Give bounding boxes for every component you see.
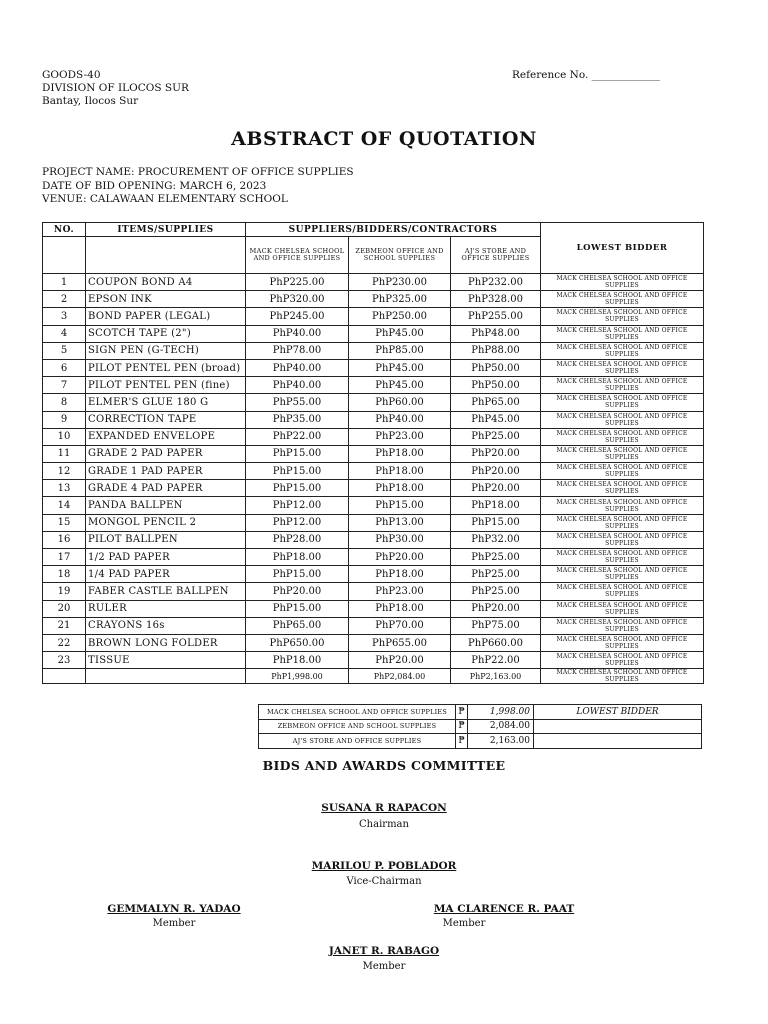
bid-opening-date: DATE OF BID OPENING: MARCH 6, 2023	[42, 179, 267, 192]
table-row	[43, 325, 704, 342]
total-supplier-1: PhP1,998.00	[246, 669, 349, 684]
chairman-name: SUSANA R RAPACON	[321, 802, 447, 814]
summary-supplier-name: ZEBMEON OFFICE AND SCHOOL SUPPLIES	[259, 719, 456, 734]
item-number: 3	[43, 308, 86, 325]
lowest-bidder: MACK CHELSEA SCHOOL AND OFFICE SUPPLIES	[541, 531, 704, 548]
quotation-table	[42, 222, 704, 684]
form-code: GOODS-40	[42, 69, 101, 81]
item-name: EXPANDED ENVELOPE	[86, 428, 246, 445]
committee-title: BIDS AND AWARDS COMMITTEE	[262, 758, 506, 773]
lowest-bidder: MACK CHELSEA SCHOOL AND OFFICE SUPPLIES	[541, 274, 704, 291]
price-supplier-3: PhP25.00	[451, 549, 541, 566]
price-supplier-3: PhP15.00	[451, 514, 541, 531]
item-number: 18	[43, 566, 86, 583]
supplier-header-2: ZEBMEON OFFICE AND SCHOOL SUPPLIES	[349, 237, 451, 274]
price-supplier-1: PhP55.00	[246, 394, 349, 411]
item-number: 6	[43, 359, 86, 376]
price-supplier-1: PhP65.00	[246, 617, 349, 634]
table-row	[43, 652, 704, 669]
member-2-name: MA CLARENCE R. PAAT	[433, 903, 575, 915]
item-number: 23	[43, 652, 86, 669]
price-supplier-1: PhP15.00	[246, 566, 349, 583]
price-supplier-3: PhP50.00	[451, 377, 541, 394]
price-supplier-1: PhP40.00	[246, 377, 349, 394]
price-supplier-2: PhP45.00	[349, 359, 451, 376]
item-name: CORRECTION TAPE	[86, 411, 246, 428]
price-supplier-2: PhP45.00	[349, 377, 451, 394]
item-name: COUPON BOND A4	[86, 274, 246, 291]
member-3-role: Member	[362, 961, 406, 972]
price-supplier-2: PhP45.00	[349, 325, 451, 342]
price-supplier-1: PhP28.00	[246, 531, 349, 548]
table-row	[43, 308, 704, 325]
price-supplier-2: PhP18.00	[349, 463, 451, 480]
summary-remark	[534, 719, 702, 734]
item-name: TISSUE	[86, 652, 246, 669]
item-number: 1	[43, 274, 86, 291]
item-name: SCOTCH TAPE (2")	[86, 325, 246, 342]
price-supplier-3: PhP88.00	[451, 342, 541, 359]
table-row	[43, 394, 704, 411]
item-number: 11	[43, 445, 86, 462]
lowest-bidder: MACK CHELSEA SCHOOL AND OFFICE SUPPLIES	[541, 634, 704, 651]
price-supplier-3: PhP232.00	[451, 274, 541, 291]
price-supplier-1: PhP35.00	[246, 411, 349, 428]
item-name: CRAYONS 16s	[86, 617, 246, 634]
item-name: 1/4 PAD PAPER	[86, 566, 246, 583]
price-supplier-1: PhP15.00	[246, 463, 349, 480]
lowest-bidder: MACK CHELSEA SCHOOL AND OFFICE SUPPLIES	[541, 291, 704, 308]
price-supplier-3: PhP660.00	[451, 634, 541, 651]
item-name: PILOT BALLPEN	[86, 531, 246, 548]
item-name: EPSON INK	[86, 291, 246, 308]
price-supplier-3: PhP328.00	[451, 291, 541, 308]
price-supplier-1: PhP245.00	[246, 308, 349, 325]
header-items: ITEMS/SUPPLIES	[86, 223, 246, 237]
item-number: 4	[43, 325, 86, 342]
table-row	[43, 583, 704, 600]
item-name: ELMER'S GLUE 180 G	[86, 394, 246, 411]
member-2-role: Member	[442, 918, 486, 929]
lowest-bidder: MACK CHELSEA SCHOOL AND OFFICE SUPPLIES	[541, 463, 704, 480]
price-supplier-3: PhP20.00	[451, 463, 541, 480]
summary-row	[259, 719, 702, 734]
project-name: PROJECT NAME: PROCUREMENT OF OFFICE SUPPLIES	[42, 166, 354, 178]
table-row	[43, 359, 704, 376]
lowest-bidder-remark: LOWEST BIDDER	[534, 705, 702, 720]
summary-remark	[534, 734, 702, 749]
price-supplier-2: PhP60.00	[349, 394, 451, 411]
peso-sign: ₱	[456, 705, 468, 720]
lowest-bidder: MACK CHELSEA SCHOOL AND OFFICE SUPPLIES	[541, 445, 704, 462]
price-supplier-2: PhP30.00	[349, 531, 451, 548]
summary-amount: 2,163.00	[468, 734, 534, 749]
table-row	[43, 428, 704, 445]
header-items-blank	[86, 237, 246, 274]
price-supplier-3: PhP20.00	[451, 480, 541, 497]
lowest-bidder: MACK CHELSEA SCHOOL AND OFFICE SUPPLIES	[541, 308, 704, 325]
member-1-name: GEMMALYN R. YADAO	[107, 903, 241, 915]
chairman-role: Chairman	[359, 819, 409, 830]
project-info	[42, 166, 354, 207]
lowest-bidder: MACK CHELSEA SCHOOL AND OFFICE SUPPLIES	[541, 566, 704, 583]
lowest-bidder: MACK CHELSEA SCHOOL AND OFFICE SUPPLIES	[541, 480, 704, 497]
location: Bantay, Ilocos Sur	[42, 95, 139, 107]
header-no: NO.	[43, 223, 86, 237]
lowest-bidder: MACK CHELSEA SCHOOL AND OFFICE SUPPLIES	[541, 394, 704, 411]
table-row	[43, 617, 704, 634]
price-supplier-3: PhP20.00	[451, 600, 541, 617]
document-header	[42, 69, 189, 108]
lowest-bidder: MACK CHELSEA SCHOOL AND OFFICE SUPPLIES	[541, 325, 704, 342]
lowest-bidder: MACK CHELSEA SCHOOL AND OFFICE SUPPLIES	[541, 377, 704, 394]
totals-no-blank	[43, 669, 86, 684]
summary-amount: 1,998.00	[468, 705, 534, 720]
table-row	[43, 531, 704, 548]
price-supplier-3: PhP25.00	[451, 566, 541, 583]
table-row	[43, 549, 704, 566]
summary-amount: 2,084.00	[468, 719, 534, 734]
totals-item-blank	[86, 669, 246, 684]
price-supplier-1: PhP22.00	[246, 428, 349, 445]
item-name: BROWN LONG FOLDER	[86, 634, 246, 651]
price-supplier-2: PhP18.00	[349, 600, 451, 617]
lowest-bidder: MACK CHELSEA SCHOOL AND OFFICE SUPPLIES	[541, 359, 704, 376]
header-suppliers: SUPPLIERS/BIDDERS/CONTRACTORS	[246, 223, 541, 237]
peso-sign: ₱	[456, 734, 468, 749]
price-supplier-3: PhP20.00	[451, 445, 541, 462]
table-row	[43, 566, 704, 583]
table-row	[43, 274, 704, 291]
price-supplier-1: PhP12.00	[246, 497, 349, 514]
price-supplier-2: PhP18.00	[349, 566, 451, 583]
total-lowest-bidder: MACK CHELSEA SCHOOL AND OFFICE SUPPLIES	[541, 669, 704, 684]
price-supplier-1: PhP40.00	[246, 325, 349, 342]
item-number: 10	[43, 428, 86, 445]
price-supplier-3: PhP22.00	[451, 652, 541, 669]
lowest-bidder: MACK CHELSEA SCHOOL AND OFFICE SUPPLIES	[541, 549, 704, 566]
peso-sign: ₱	[456, 719, 468, 734]
supplier-header-1: MACK CHELSEA SCHOOL AND OFFICE SUPPLIES	[246, 237, 349, 274]
price-supplier-1: PhP650.00	[246, 634, 349, 651]
lowest-bidder: MACK CHELSEA SCHOOL AND OFFICE SUPPLIES	[541, 428, 704, 445]
price-supplier-2: PhP655.00	[349, 634, 451, 651]
item-number: 13	[43, 480, 86, 497]
item-name: GRADE 4 PAD PAPER	[86, 480, 246, 497]
price-supplier-1: PhP12.00	[246, 514, 349, 531]
price-supplier-3: PhP75.00	[451, 617, 541, 634]
item-number: 5	[43, 342, 86, 359]
price-supplier-2: PhP13.00	[349, 514, 451, 531]
vice-chairman-name: MARILOU P. POBLADOR	[311, 860, 457, 872]
total-supplier-2: PhP2,084.00	[349, 669, 451, 684]
header-no-blank	[43, 237, 86, 274]
header-lowest-bidder: LOWEST BIDDER	[541, 223, 704, 274]
price-supplier-1: PhP18.00	[246, 652, 349, 669]
price-supplier-3: PhP50.00	[451, 359, 541, 376]
price-supplier-2: PhP18.00	[349, 445, 451, 462]
summary-table	[258, 704, 702, 749]
item-name: PILOT PENTEL PEN (fine)	[86, 377, 246, 394]
price-supplier-2: PhP250.00	[349, 308, 451, 325]
price-supplier-1: PhP15.00	[246, 480, 349, 497]
item-number: 16	[43, 531, 86, 548]
table-row	[43, 480, 704, 497]
item-number: 7	[43, 377, 86, 394]
item-name: PILOT PENTEL PEN (broad)	[86, 359, 246, 376]
division-name: DIVISION OF ILOCOS SUR	[42, 82, 189, 94]
table-row	[43, 411, 704, 428]
table-row	[43, 634, 704, 651]
item-number: 22	[43, 634, 86, 651]
table-row	[43, 445, 704, 462]
item-name: PANDA BALLPEN	[86, 497, 246, 514]
price-supplier-2: PhP15.00	[349, 497, 451, 514]
member-1-role: Member	[152, 918, 196, 929]
item-name: GRADE 2 PAD PAPER	[86, 445, 246, 462]
item-name: MONGOL PENCIL 2	[86, 514, 246, 531]
table-row	[43, 463, 704, 480]
price-supplier-2: PhP20.00	[349, 652, 451, 669]
lowest-bidder: MACK CHELSEA SCHOOL AND OFFICE SUPPLIES	[541, 600, 704, 617]
table-row	[43, 291, 704, 308]
item-number: 19	[43, 583, 86, 600]
price-supplier-1: PhP78.00	[246, 342, 349, 359]
item-name: RULER	[86, 600, 246, 617]
price-supplier-2: PhP70.00	[349, 617, 451, 634]
price-supplier-2: PhP85.00	[349, 342, 451, 359]
lowest-bidder: MACK CHELSEA SCHOOL AND OFFICE SUPPLIES	[541, 583, 704, 600]
total-supplier-3: PhP2,163.00	[451, 669, 541, 684]
price-supplier-3: PhP48.00	[451, 325, 541, 342]
price-supplier-1: PhP20.00	[246, 583, 349, 600]
item-name: FABER CASTLE BALLPEN	[86, 583, 246, 600]
price-supplier-3: PhP45.00	[451, 411, 541, 428]
lowest-bidder: MACK CHELSEA SCHOOL AND OFFICE SUPPLIES	[541, 411, 704, 428]
item-name: BOND PAPER (LEGAL)	[86, 308, 246, 325]
price-supplier-1: PhP15.00	[246, 600, 349, 617]
price-supplier-1: PhP18.00	[246, 549, 349, 566]
lowest-bidder: MACK CHELSEA SCHOOL AND OFFICE SUPPLIES	[541, 617, 704, 634]
lowest-bidder: MACK CHELSEA SCHOOL AND OFFICE SUPPLIES	[541, 514, 704, 531]
item-number: 12	[43, 463, 86, 480]
venue: VENUE: CALAWAAN ELEMENTARY SCHOOL	[42, 193, 288, 205]
price-supplier-1: PhP40.00	[246, 359, 349, 376]
price-supplier-2: PhP325.00	[349, 291, 451, 308]
item-name: 1/2 PAD PAPER	[86, 549, 246, 566]
item-number: 9	[43, 411, 86, 428]
item-number: 14	[43, 497, 86, 514]
price-supplier-2: PhP23.00	[349, 428, 451, 445]
item-name: SIGN PEN (G-TECH)	[86, 342, 246, 359]
summary-supplier-name: AJ'S STORE AND OFFICE SUPPLIES	[259, 734, 456, 749]
totals-row	[43, 669, 704, 684]
table-row	[43, 497, 704, 514]
price-supplier-3: PhP255.00	[451, 308, 541, 325]
summary-row	[259, 734, 702, 749]
item-number: 20	[43, 600, 86, 617]
price-supplier-3: PhP32.00	[451, 531, 541, 548]
table-row	[43, 342, 704, 359]
reference-number: Reference No. _____________	[512, 69, 660, 81]
table-row	[43, 600, 704, 617]
price-supplier-2: PhP20.00	[349, 549, 451, 566]
price-supplier-1: PhP15.00	[246, 445, 349, 462]
item-rows	[43, 274, 704, 669]
member-3-name: JANET R. RABAGO	[328, 945, 440, 957]
price-supplier-3: PhP65.00	[451, 394, 541, 411]
page-title: ABSTRACT OF QUOTATION	[231, 128, 537, 150]
summary-row	[259, 705, 702, 720]
item-number: 15	[43, 514, 86, 531]
lowest-bidder: MACK CHELSEA SCHOOL AND OFFICE SUPPLIES	[541, 497, 704, 514]
price-supplier-3: PhP25.00	[451, 583, 541, 600]
price-supplier-2: PhP230.00	[349, 274, 451, 291]
table-row	[43, 514, 704, 531]
price-supplier-2: PhP18.00	[349, 480, 451, 497]
summary-supplier-name: MACK CHELSEA SCHOOL AND OFFICE SUPPLIES	[259, 705, 456, 720]
price-supplier-2: PhP40.00	[349, 411, 451, 428]
lowest-bidder: MACK CHELSEA SCHOOL AND OFFICE SUPPLIES	[541, 652, 704, 669]
price-supplier-1: PhP225.00	[246, 274, 349, 291]
supplier-header-3: AJ'S STORE AND OFFICE SUPPLIES	[451, 237, 541, 274]
table-row	[43, 377, 704, 394]
item-number: 8	[43, 394, 86, 411]
vice-chairman-role: Vice-Chairman	[346, 876, 422, 887]
item-number: 21	[43, 617, 86, 634]
price-supplier-1: PhP320.00	[246, 291, 349, 308]
item-number: 2	[43, 291, 86, 308]
price-supplier-3: PhP18.00	[451, 497, 541, 514]
item-number: 17	[43, 549, 86, 566]
price-supplier-2: PhP23.00	[349, 583, 451, 600]
item-name: GRADE 1 PAD PAPER	[86, 463, 246, 480]
lowest-bidder: MACK CHELSEA SCHOOL AND OFFICE SUPPLIES	[541, 342, 704, 359]
price-supplier-3: PhP25.00	[451, 428, 541, 445]
